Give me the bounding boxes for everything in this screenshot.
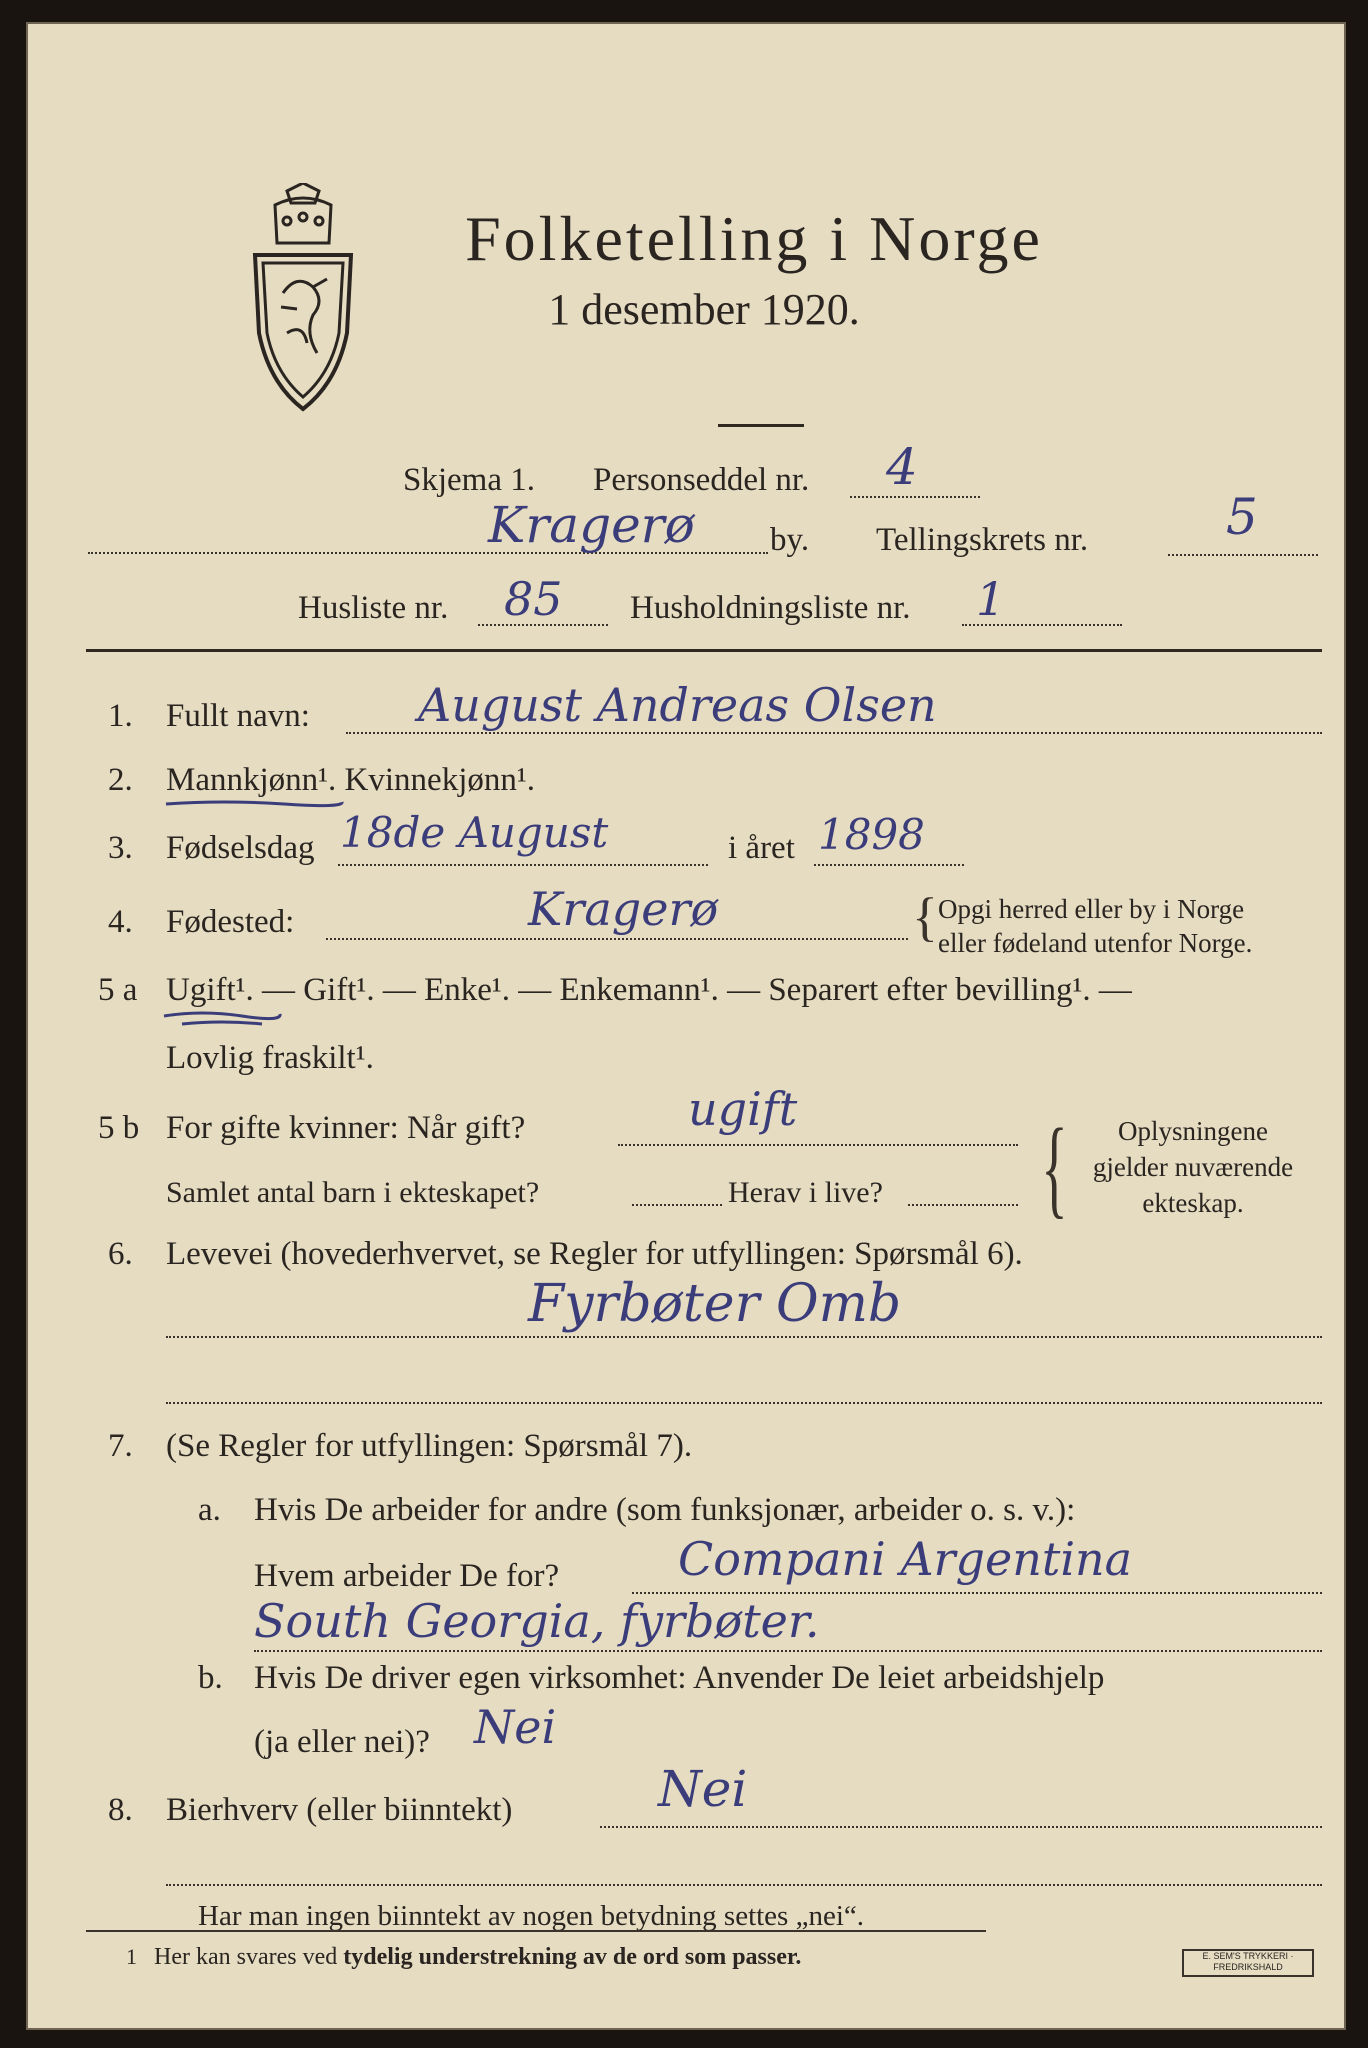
q4-label: Fødested: xyxy=(166,904,295,940)
census-date: 1 desember 1920. xyxy=(548,285,860,334)
q1-line xyxy=(346,732,1322,734)
footnote-text xyxy=(154,1944,801,1971)
children-line xyxy=(632,1204,722,1206)
q4-note-line1: Opgi herred eller by i Norge xyxy=(938,894,1245,924)
q7-label: (Se Regler for utfyllingen: Spørsmål 7). xyxy=(166,1428,693,1464)
gender-options: Mannkjønn¹. Kvinnekjønn¹. xyxy=(166,762,536,798)
q6-label: Levevei (hovederhvervet, se Regler for utfyllingen: Spørsmål 6). xyxy=(166,1236,1023,1272)
q3-number: 3. xyxy=(108,830,133,866)
footnote-text-pre: Her kan svares ved xyxy=(154,1944,338,1970)
q8-number: 8. xyxy=(108,1792,133,1828)
marriage-date-value[interactable]: ugift xyxy=(688,1082,798,1136)
q7b-label: Hvis De driver egen virksomhet: Anvender De leiet arbeidshjelp xyxy=(254,1660,1105,1696)
occupation-value[interactable]: Fyrbøter Omb xyxy=(528,1274,902,1334)
birth-year-value[interactable]: 1898 xyxy=(818,810,925,859)
birthday-value[interactable]: 18de August xyxy=(340,808,609,857)
birthplace-value[interactable]: Kragerø xyxy=(528,882,719,936)
alive-line xyxy=(908,1204,1018,1206)
title-divider xyxy=(718,424,804,427)
q7a-line-2 xyxy=(254,1650,1322,1652)
q6-line-1 xyxy=(166,1336,1322,1338)
q4-note-line2: eller fødeland utenfor Norge. xyxy=(938,928,1253,958)
employer-value-2[interactable]: South Georgia, fyrbøter. xyxy=(254,1594,820,1648)
husliste-label: Husliste nr. xyxy=(298,590,449,626)
q5b-note-line2: gjelder nuværende xyxy=(1092,1152,1294,1182)
q2-number: 2. xyxy=(108,762,133,798)
marital-status-options-2: Lovlig fraskilt¹. xyxy=(166,1040,374,1076)
marital-status-options: Ugift¹. — Gift¹. — Enke¹. — Enkemann¹. — Separert efter bevilling¹. — xyxy=(166,972,1132,1008)
q5b-line xyxy=(618,1144,1018,1146)
tellingskrets-line xyxy=(1168,554,1318,556)
q7b-letter: b. xyxy=(198,1660,223,1696)
q5b-number: 5 b xyxy=(98,1110,140,1146)
q1-label: Fullt navn: xyxy=(166,698,310,734)
q7a-label: Hvis De arbeider for andre (som funksjonær, arbeider o. s. v.): xyxy=(254,1492,1076,1528)
form-title: Folketelling i Norge xyxy=(465,203,1043,274)
header-divider xyxy=(86,649,1322,652)
q7b-question: (ja eller nei)? xyxy=(254,1724,430,1760)
footnote-mark: 1 xyxy=(126,1944,137,1969)
employer-value[interactable]: Compani Argentina xyxy=(678,1532,1133,1586)
tellingskrets-value[interactable]: 5 xyxy=(1226,488,1258,546)
q8-line-1 xyxy=(600,1826,1322,1828)
q4-number: 4. xyxy=(108,904,133,940)
skjema-label: Skjema 1. xyxy=(403,462,535,498)
printer-stamp: E. SEM'S TRYKKERI · FREDRIKSHALD xyxy=(1182,1949,1314,1977)
q5b-note-line3: ekteskap. xyxy=(1142,1188,1244,1218)
by-value[interactable]: Kragerø xyxy=(488,496,695,554)
q1-number: 1. xyxy=(108,698,133,734)
personseddel-value[interactable]: 4 xyxy=(886,438,918,496)
full-name-value[interactable]: August Andreas Olsen xyxy=(418,678,937,732)
q8-line-2 xyxy=(166,1884,1322,1886)
year-label: i året xyxy=(728,830,795,866)
side-income-value[interactable]: Nei xyxy=(658,1760,748,1818)
gender-underline-mark xyxy=(164,796,344,812)
q5b-note-line1: Oplysningene xyxy=(1118,1116,1268,1146)
side-income-note: Har man ingen biinntekt av nogen betydning settes „nei“. xyxy=(198,1900,865,1932)
footnote-divider xyxy=(86,1930,986,1932)
q6-number: 6. xyxy=(108,1236,133,1272)
q4-line xyxy=(326,938,908,940)
q5b-bracket: { xyxy=(1041,1106,1068,1228)
q7-number: 7. xyxy=(108,1428,133,1464)
tellingskrets-label: Tellingskrets nr. xyxy=(876,522,1089,558)
husholdning-label: Husholdningsliste nr. xyxy=(630,590,911,626)
personseddel-label: Personseddel nr. xyxy=(593,462,810,498)
personseddel-line xyxy=(850,496,980,498)
husliste-value[interactable]: 85 xyxy=(504,572,563,626)
q5b-label: For gifte kvinner: Når gift? xyxy=(166,1110,526,1146)
q4-bracket: { xyxy=(912,887,938,947)
hired-help-value[interactable]: Nei xyxy=(474,1700,557,1754)
by-label: by. xyxy=(770,522,810,558)
footnote-text-bold: tydelig understrekning av de ord som passer. xyxy=(343,1944,802,1970)
q5a-number: 5 a xyxy=(98,972,138,1008)
q3-line xyxy=(338,864,708,866)
q3-label: Fødselsdag xyxy=(166,830,315,866)
children-label: Samlet antal barn i ekteskapet? xyxy=(166,1176,540,1209)
q7a-letter: a. xyxy=(198,1492,221,1528)
alive-label: Herav i live? xyxy=(728,1176,883,1209)
husholdning-value[interactable]: 1 xyxy=(976,572,1006,626)
marital-underline-mark xyxy=(162,1006,282,1028)
q6-line-2 xyxy=(166,1402,1322,1404)
q7a-question: Hvem arbeider De for? xyxy=(254,1558,560,1594)
year-line xyxy=(814,864,964,866)
q8-label: Bierhverv (eller biinntekt) xyxy=(166,1792,513,1828)
census-form xyxy=(26,22,1346,2030)
